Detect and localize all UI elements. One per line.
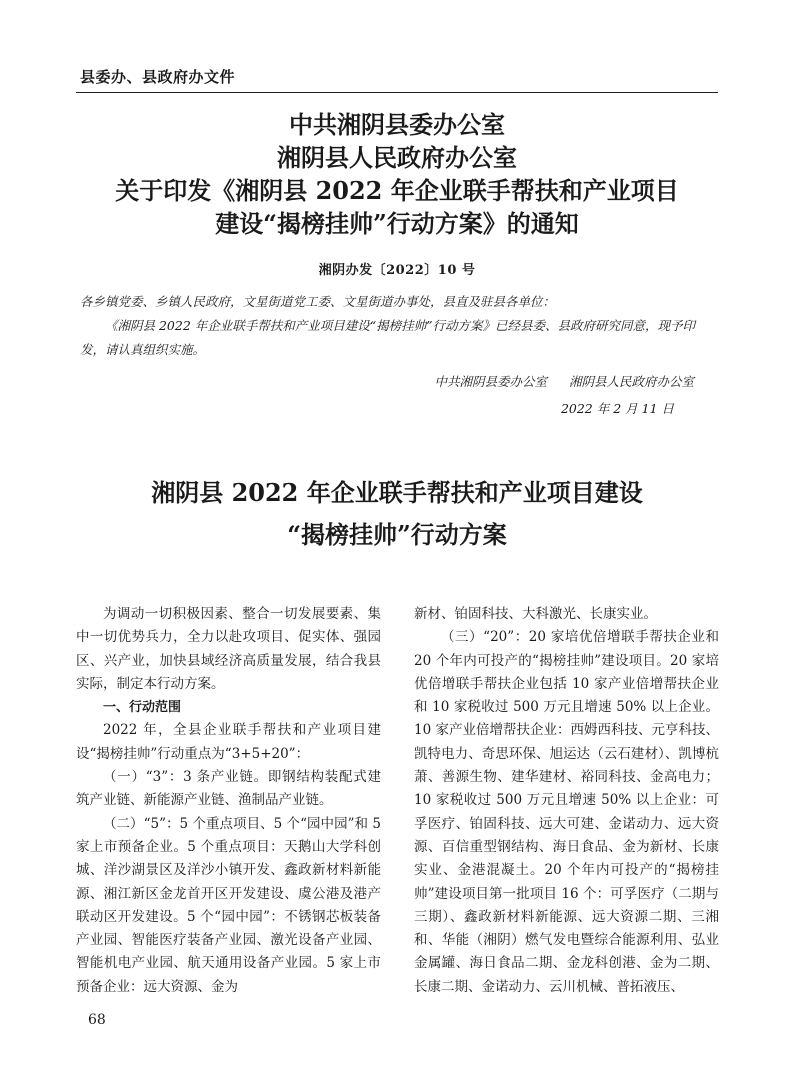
notice-issuers: [76, 372, 694, 390]
paragraph: 为调动一切积极因素、整合一切发展要素、集中一切优势兵力，全力以赴攻项目、促实体、强园区、兴产业，加快县域经济高质量发展，结合我县实际，制定本行动方案。: [76, 606, 381, 692]
right-text-column: [414, 603, 719, 999]
notice-body: [80, 290, 710, 362]
issuer-party-office: 中共湘阴县委办公室: [434, 374, 547, 389]
header-divider: [76, 92, 718, 93]
notice-recipients: 各乡镇党委、乡镇人民政府，文星街道党工委、文星街道办事处，县直及驻县各单位：: [80, 294, 556, 309]
left-text-column: [76, 603, 381, 999]
paragraph: （三）“20”：20 家培优倍增联手帮扶企业和 20 个年内可投产的“揭榜挂帅”建设项目。20 家培优倍增联手帮扶企业包括 10 家产业倍增帮扶企业和 10 家税收过 500 万元且增速 50% 以上企业。10 家产业倍增帮扶企业：西姆西科技、元亨科技、凯特电力、奇思环保、旭运达（云石建材）、凯博杭萧、善源生物、建华建材、裕同科技、金高电力；10 家税收过 500 万元且增速 50% 以上企业：可孚医疗、铂固科技、远大可建、金诺动力、远大资源、百信重型钢结构、海日食品、金为新材、长康实业、金港混凝土。20 个年内可投产的“揭榜挂帅”建设项目第一批项目 16 个：可孚医疗（二期与三期）、鑫政新材料新能源、远大资源二期、三湘和、华能（湘阴）燃气发电暨综合能源利用、弘业金属罐、海日食品二期、金龙科创港、金为二期、长康二期、金诺动力、云川机械、普拓液压、: [414, 629, 719, 995]
paragraph: （一）“3”：3 条产业链。即钢结构装配式建筑产业链、新能源产业链、渔制品产业链。: [76, 769, 381, 809]
plan-title: [76, 472, 718, 556]
paragraph-continuation: 新材、铂固科技、大科激光、长康实业。: [414, 606, 657, 622]
notice-title-line: 关于印发《湘阴县 2022 年企业联手帮扶和产业项目: [115, 176, 679, 205]
notice-body-text: 《湘阴县 2022 年企业联手帮扶和产业项目建设“揭榜挂帅”行动方案》已经县委、县政府研究同意，现予印发，请认真组织实施。: [80, 318, 696, 357]
paragraph: （二）“5”：5 个重点项目、5 个“园中园”和 5 家上市预备企业。5 个重点项目：天鹅山大学科创城、洋沙湖景区及洋沙小镇开发、鑫政新材料新能源、湘江新区金龙首开区开发建设、虞公港及港产联动区开发建设。5 个“园中园”：不锈钢芯板装备产业园、智能医疗装备产业园、激光设备产业园、智能机电产业园、航天通用设备产业园。5 家上市预备企业：远大资源、金为: [76, 815, 381, 995]
issue-date: 2022 年 2 月 11 日: [560, 401, 674, 416]
notice-title-line: 中共湘阴县委办公室: [289, 110, 505, 139]
page-number: 68: [88, 1012, 106, 1028]
section-heading: 一、行动范围: [103, 700, 182, 716]
paragraph: 2022 年，全县企业联手帮扶和产业项目建设“揭榜挂帅”行动重点为“3+5+20”：: [76, 722, 381, 762]
issuer-government-office: 湘阴县人民政府办公室: [568, 374, 694, 389]
notice-title-line: 湘阴县人民政府办公室: [277, 143, 517, 172]
plan-title-line: 湘阴县 2022 年企业联手帮扶和产业项目建设: [151, 478, 643, 507]
plan-title-line: “揭榜挂帅”行动方案: [287, 520, 507, 549]
section-header-label: 县委办、县政府办文件: [80, 68, 236, 86]
document-number: 湘阴办发〔2022〕10 号: [318, 263, 476, 278]
notice-title: [76, 108, 718, 240]
notice-title-line: 建设“揭榜挂帅”行动方案》的通知: [215, 209, 579, 238]
